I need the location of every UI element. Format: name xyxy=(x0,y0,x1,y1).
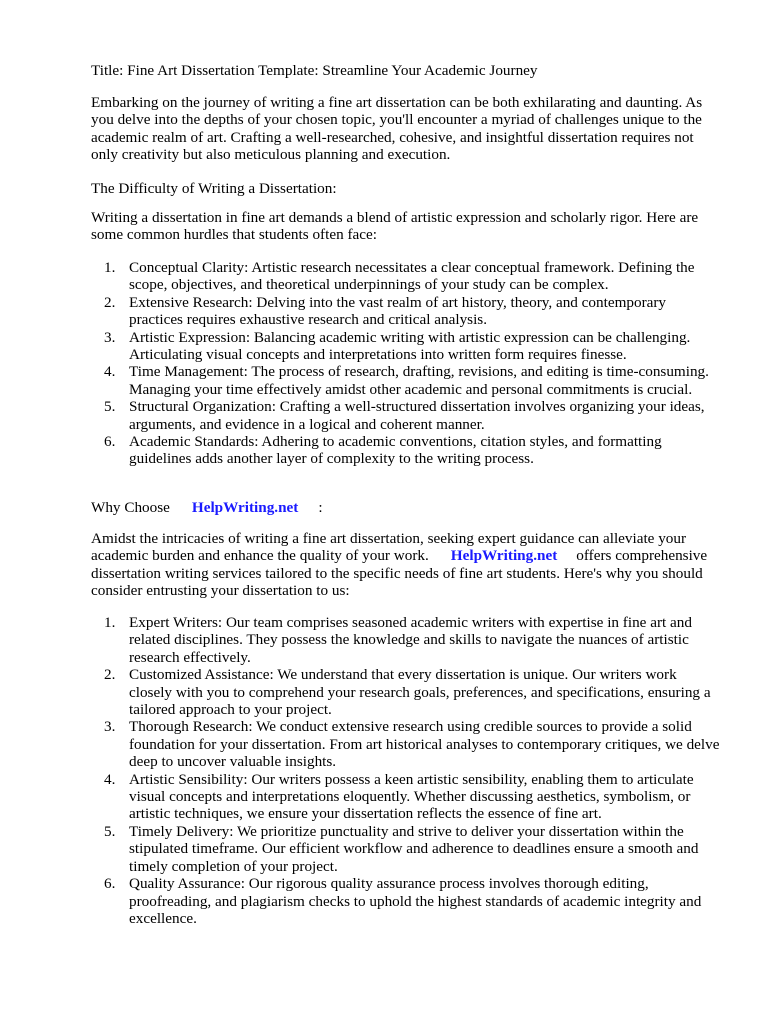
list-item xyxy=(91,433,721,468)
list-item-number: 3. xyxy=(104,718,116,736)
hurdles-list xyxy=(91,259,721,468)
list-item-number: 1. xyxy=(104,614,116,631)
list-item-number: 3. xyxy=(104,328,116,346)
list-item xyxy=(91,875,721,927)
list-item-number: 6. xyxy=(104,875,116,893)
list-item-text: Quality Assurance: Our rigorous quality assurance process involves thorough editing, proofreading, and plagiarism checks to uphold the highest standards of academic integrity and excellence. xyxy=(129,875,702,927)
why-choose-prefix: Why Choose xyxy=(91,499,170,516)
list-item-text: Time Management: The process of research, drafting, revisions, and editing is time-consuming. Managing your time effectively amidst other academic and personal commitments is crucial. xyxy=(129,363,709,398)
list-item-number: 5. xyxy=(104,822,116,840)
list-item-number: 4. xyxy=(104,363,116,381)
list-item-text: Extensive Research: Delving into the vast realm of art history, theory, and contemporary practices requires exhaustive research and critical analysis. xyxy=(129,293,667,329)
helpwriting-link[interactable]: HelpWriting.net xyxy=(191,499,299,516)
list-item-text: Artistic Expression: Balancing academic writing with artistic expression can be challenging. Articulating visual concepts and interpretations into written form requires finesse. xyxy=(129,328,691,364)
reasons-list xyxy=(91,614,721,927)
difficulty-heading: The Difficulty of Writing a Dissertation: xyxy=(91,180,337,197)
list-item-text: Timely Delivery: We prioritize punctuality and strive to deliver your dissertation within the stipulated timeframe. Our efficient workflow and adherence to deadlines ensure a smooth and timely completion of your project. xyxy=(129,822,699,875)
list-item-text: Academic Standards: Adhering to academic conventions, citation styles, and formatting guidelines adds another layer of complexity to the writing process. xyxy=(129,433,662,468)
intro-paragraph: Embarking on the journey of writing a fine art dissertation can be both exhilarating and daunting. As you delve into the depths of your chosen topic, you'll encounter a myriad of challenges unique to the academic realm of art. Crafting a well-researched, cohesive, and insightful dissertation requires not only creativity but also meticulous planning and execution. xyxy=(91,94,703,164)
list-item-number: 4. xyxy=(104,770,116,788)
document-title: Title: Fine Art Dissertation Template: Streamline Your Academic Journey xyxy=(91,62,538,79)
amidst-text-part2: offers comprehensive dissertation writing services tailored to the specific needs of fine art students. Here's why you should consider entrusting your dissertation to us: xyxy=(91,547,708,600)
list-item-text: Structural Organization: Crafting a well-structured dissertation involves organizing your ideas, arguments, and evidence in a logical and coherent manner. xyxy=(129,398,705,433)
helpwriting-link-inline[interactable]: HelpWriting.net xyxy=(450,547,558,565)
list-item-number: 2. xyxy=(104,293,116,311)
why-choose-heading xyxy=(91,499,721,516)
list-item-text: Customized Assistance: We understand that every dissertation is unique. Our writers work closely with you to comprehend your research goals, preferences, and specifications, ensuring a tailored approach to your project. xyxy=(129,666,711,719)
list-item xyxy=(91,614,721,666)
amidst-text-part1: Amidst the intricacies of writing a fine art dissertation, seeking expert guidance can alleviate your academic burden and enhance the quality of your work. xyxy=(91,530,687,565)
list-item-number: 6. xyxy=(104,433,116,451)
list-item-number: 5. xyxy=(104,398,116,416)
list-item xyxy=(91,294,721,329)
amidst-paragraph xyxy=(91,530,721,600)
list-item xyxy=(91,718,721,770)
list-item-number: 2. xyxy=(104,666,116,684)
list-item-text: Expert Writers: Our team comprises seasoned academic writers with expertise in fine art and related disciplines. They possess the knowledge and skills to navigate the nuances of artistic research effectively. xyxy=(129,614,692,666)
list-item xyxy=(91,666,721,718)
list-item-number: 1. xyxy=(104,259,116,276)
list-item-text: Artistic Sensibility: Our writers possess a keen artistic sensibility, enabling them to articulate visual concepts and interpretations eloquently. Whether discussing aesthetics, symbolism, or artistic techniques, we ensure your dissertation reflects the essence of fine art. xyxy=(129,770,694,823)
list-item xyxy=(91,259,721,294)
list-item xyxy=(91,771,721,823)
list-item xyxy=(91,363,721,398)
list-item xyxy=(91,398,721,433)
list-item xyxy=(91,329,721,364)
why-choose-suffix: : xyxy=(318,499,323,516)
list-item-text: Conceptual Clarity: Artistic research necessitates a clear conceptual framework. Defining the scope, objectives, and theoretical underpinnings of your study can be complex. xyxy=(129,259,695,294)
difficulty-intro-paragraph: Writing a dissertation in fine art demands a blend of artistic expression and scholarly rigor. Here are some common hurdles that students often face: xyxy=(91,209,699,244)
list-item xyxy=(91,823,721,875)
list-item-text: Thorough Research: We conduct extensive research using credible sources to provide a solid foundation for your dissertation. From art historical analyses to contemporary critiques, we delve deep to uncover valuable insights. xyxy=(129,718,720,771)
